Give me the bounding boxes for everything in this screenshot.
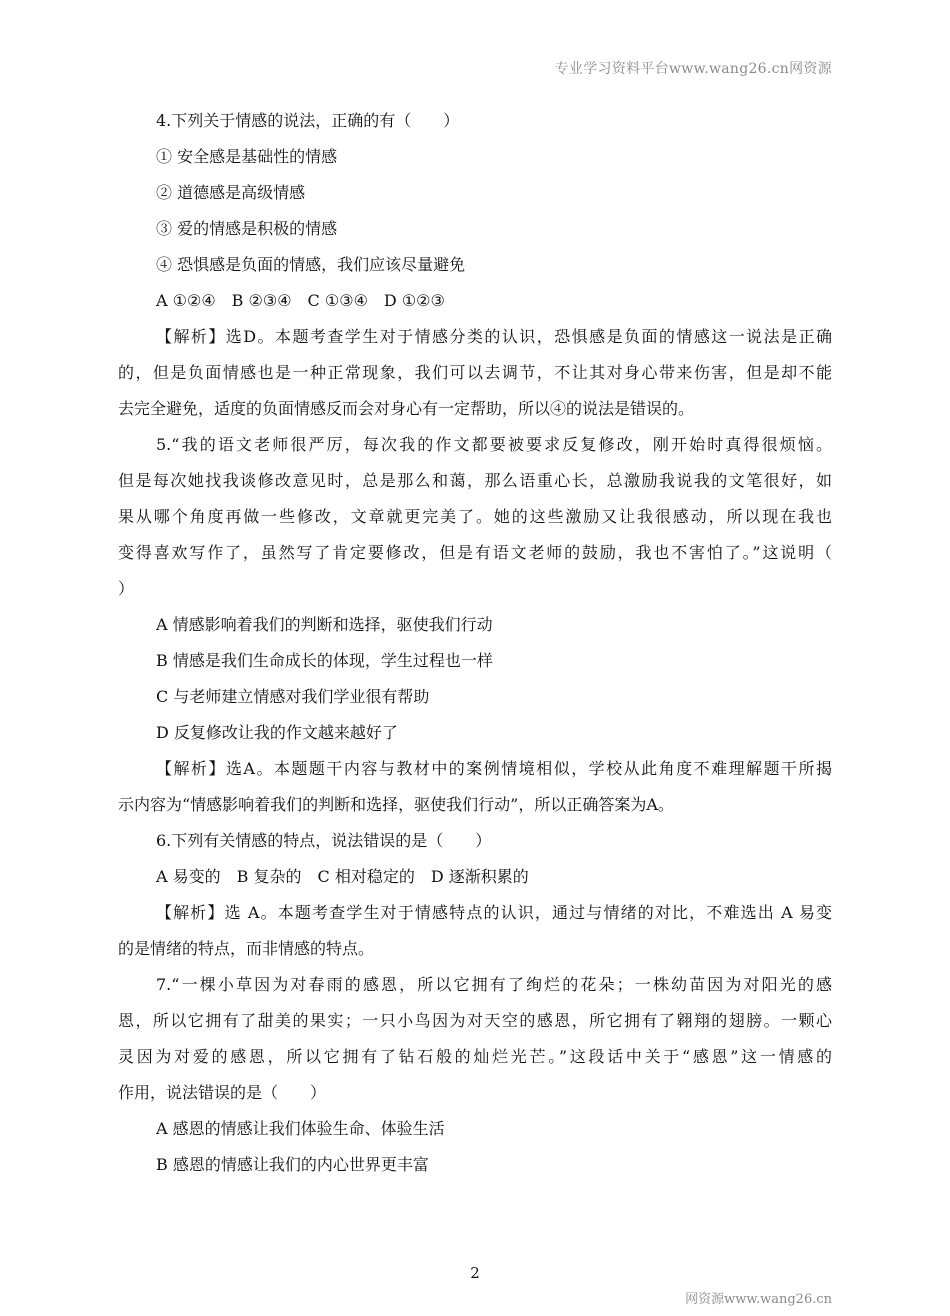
- text-line: ）: [118, 579, 135, 598]
- text-line: 5.“我的语文老师很严厉，每次我的作文都要被要求反复修改，刚开始时真得很烦恼。: [156, 435, 832, 454]
- text-line: A 情感影响着我们的判断和选择，驱使我们行动: [156, 615, 493, 634]
- text-line: ③ 爱的情感是积极的情感: [156, 219, 338, 238]
- page-footer-site: 网资源www.wang26.cn: [685, 1292, 832, 1307]
- text-line: 【解析】选A。本题题干内容与教材中的案例情境相似，学校从此角度不难理解题干所揭: [156, 759, 832, 778]
- text-line: A 感恩的情感让我们体验生命、体验生活: [156, 1119, 445, 1138]
- text-line: 但是每次她找我谈修改意见时，总是那么和蔼，那么语重心长，总激励我说我的文笔很好，如: [118, 471, 832, 490]
- text-line: 【解析】选 A。本题考查学生对于情感特点的认识，通过与情绪的对比，不难选出 A 易变: [156, 903, 832, 922]
- text-line: A 易变的 B 复杂的 C 相对稳定的 D 逐渐积累的: [156, 867, 529, 886]
- text-line: 去完全避免，适度的负面情感反而会对身心有一定帮助，所以④的说法是错误的。: [118, 399, 695, 418]
- text-line: ② 道德感是高级情感: [156, 183, 306, 202]
- text-line: 果从哪个角度再做一些修改，文章就更完美了。她的这些激励又让我很感动，所以现在我也: [118, 507, 832, 526]
- text-line: 示内容为“情感影响着我们的判断和选择，驱使我们行动”，所以正确答案为A。: [118, 795, 674, 814]
- text-line: 变得喜欢写作了，虽然写了肯定要修改，但是有语文老师的鼓励，我也不害怕了。”这说明（: [118, 543, 832, 562]
- text-line: 的，但是负面情感也是一种正常现象，我们可以去调节，不让其对身心带来伤害，但是却不能: [118, 363, 832, 382]
- text-line: D 反复修改让我的作文越来越好了: [156, 723, 398, 742]
- text-line: 7.“一棵小草因为对春雨的感恩，所以它拥有了绚烂的花朵；一株幼苗因为对阳光的感: [156, 975, 832, 994]
- text-line: A ①②④ B ②③④ C ①③④ D ①②③: [156, 291, 445, 310]
- text-line: B 情感是我们生命成长的体现，学生过程也一样: [156, 651, 493, 670]
- text-line: B 感恩的情感让我们的内心世界更丰富: [156, 1155, 429, 1174]
- text-line: ④ 恐惧感是负面的情感，我们应该尽量避免: [156, 255, 466, 274]
- page-header-site: 专业学习资料平台www.wang26.cn网资源: [554, 61, 832, 77]
- text-line: 作用，说法错误的是（ ）: [118, 1083, 327, 1102]
- document-body: [118, 103, 832, 1183]
- text-line: C 与老师建立情感对我们学业很有帮助: [156, 687, 430, 706]
- text-line: 恩，所以它拥有了甜美的果实；一只小鸟因为对天空的感恩，所它拥有了翱翔的翅膀。一颗心: [118, 1011, 832, 1030]
- text-line: ① 安全感是基础性的情感: [156, 147, 338, 166]
- page-number: 2: [470, 1264, 480, 1282]
- text-line: 【解析】选D。本题考查学生对于情感分类的认识，恐惧感是负面的情感这一说法是正确: [156, 327, 832, 346]
- text-line: 灵因为对爱的感恩，所以它拥有了钻石般的灿烂光芒。”这段话中关于“感恩”这一情感的: [118, 1047, 832, 1066]
- text-line: 的是情绪的特点，而非情感的特点。: [118, 939, 375, 958]
- text-line: 6.下列有关情感的特点，说法错误的是（ ）: [156, 831, 492, 850]
- text-line: 4.下列关于情感的说法，正确的有（ ）: [156, 111, 460, 130]
